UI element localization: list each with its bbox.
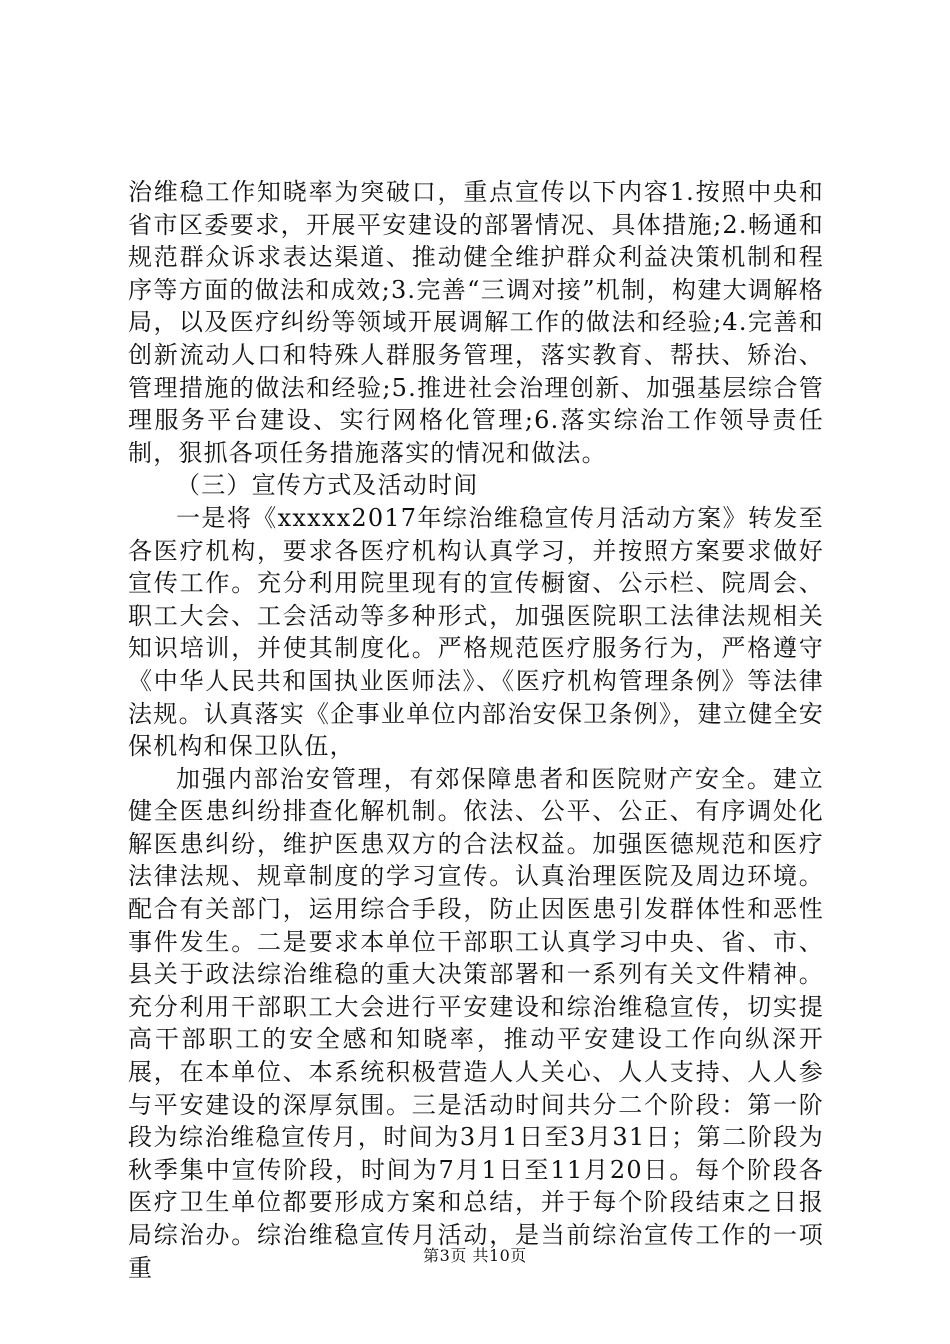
document-body	[128, 176, 824, 1284]
page-number-footer: 第3页 共10页	[423, 1246, 527, 1265]
paragraph-method-one: 一是将《xxxxx2017年综治维稳宣传月活动方案》转发至各医疗机构，要求各医疗机构认真学习，并按照方案要求做好宣传工作。充分利用院里现有的宣传橱窗、公示栏、院周会、职工大会、工会活动等多种形式，加强医院职工法律法规相关知识培训，并使其制度化。严格规范医疗服务行为，严格遵守《中华人民共和国执业医师法》、《医疗机构管理条例》等法律法规。认真落实《企事业单位内部治安保卫条例》，建立健全安保机构和保卫队伍，	[128, 503, 824, 761]
paragraph-security-management: 加强内部治安管理，有郊保障患者和医院财产安全。建立健全医患纠纷排查化解机制。依法、公平、公正、有序调处化解医患纠纷，维护医患双方的合法权益。加强医德规范和医疗法律法规、规章制度的学习宣传。认真治理医院及周边环境。配合有关部门，运用综合手段，防止因医患引发群体性和恶性事件发生。二是要求本单位干部职工认真学习中央、省、市、县关于政法综治维稳的重大决策部署和一系列有关文件精神。充分利用干部职工大会进行平安建设和综治维稳宣传，切实提高干部职工的安全感和知晓率，推动平安建设工作向纵深开展，在本单位、本系统积极营造人人关心、人人支持、人人参与平安建设的深厚氛围。三是活动时间共分二个阶段：第一阶段为综治维稳宣传月，时间为3月1日至3月31日；第二阶段为秋季集中宣传阶段，时间为7月1日至11月20日。每个阶段各医疗卫生单位都要形成方案和总结，并于每个阶段结束之日报局综治办。综治维稳宣传月活动，是当前综治宣传工作的一项重	[128, 764, 824, 1282]
paragraph-topics: 治维稳工作知晓率为突破口，重点宣传以下内容1.按照中央和省市区委要求，开展平安建设的部署情况、具体措施;2.畅通和规范群众诉求表达渠道、推动健全维护群众利益决策机制和程序等方面的做法和成效;3.完善“三调对接”机制，构建大调解格局，以及医疗纠纷等领域开展调解工作的做法和经验;4.完善和创新流动人口和特殊人群服务管理，落实教育、帮扶、矫治、管理措施的做法和经验;5.推进社会治理创新、加强基层综合管理服务平台建设、实行网格化管理;6.落实综治工作领导责任制，狠抓各项任务措施落实的情况和做法。	[128, 178, 824, 467]
section-heading-publicity-methods: （三）宣传方式及活动时间	[176, 471, 479, 500]
